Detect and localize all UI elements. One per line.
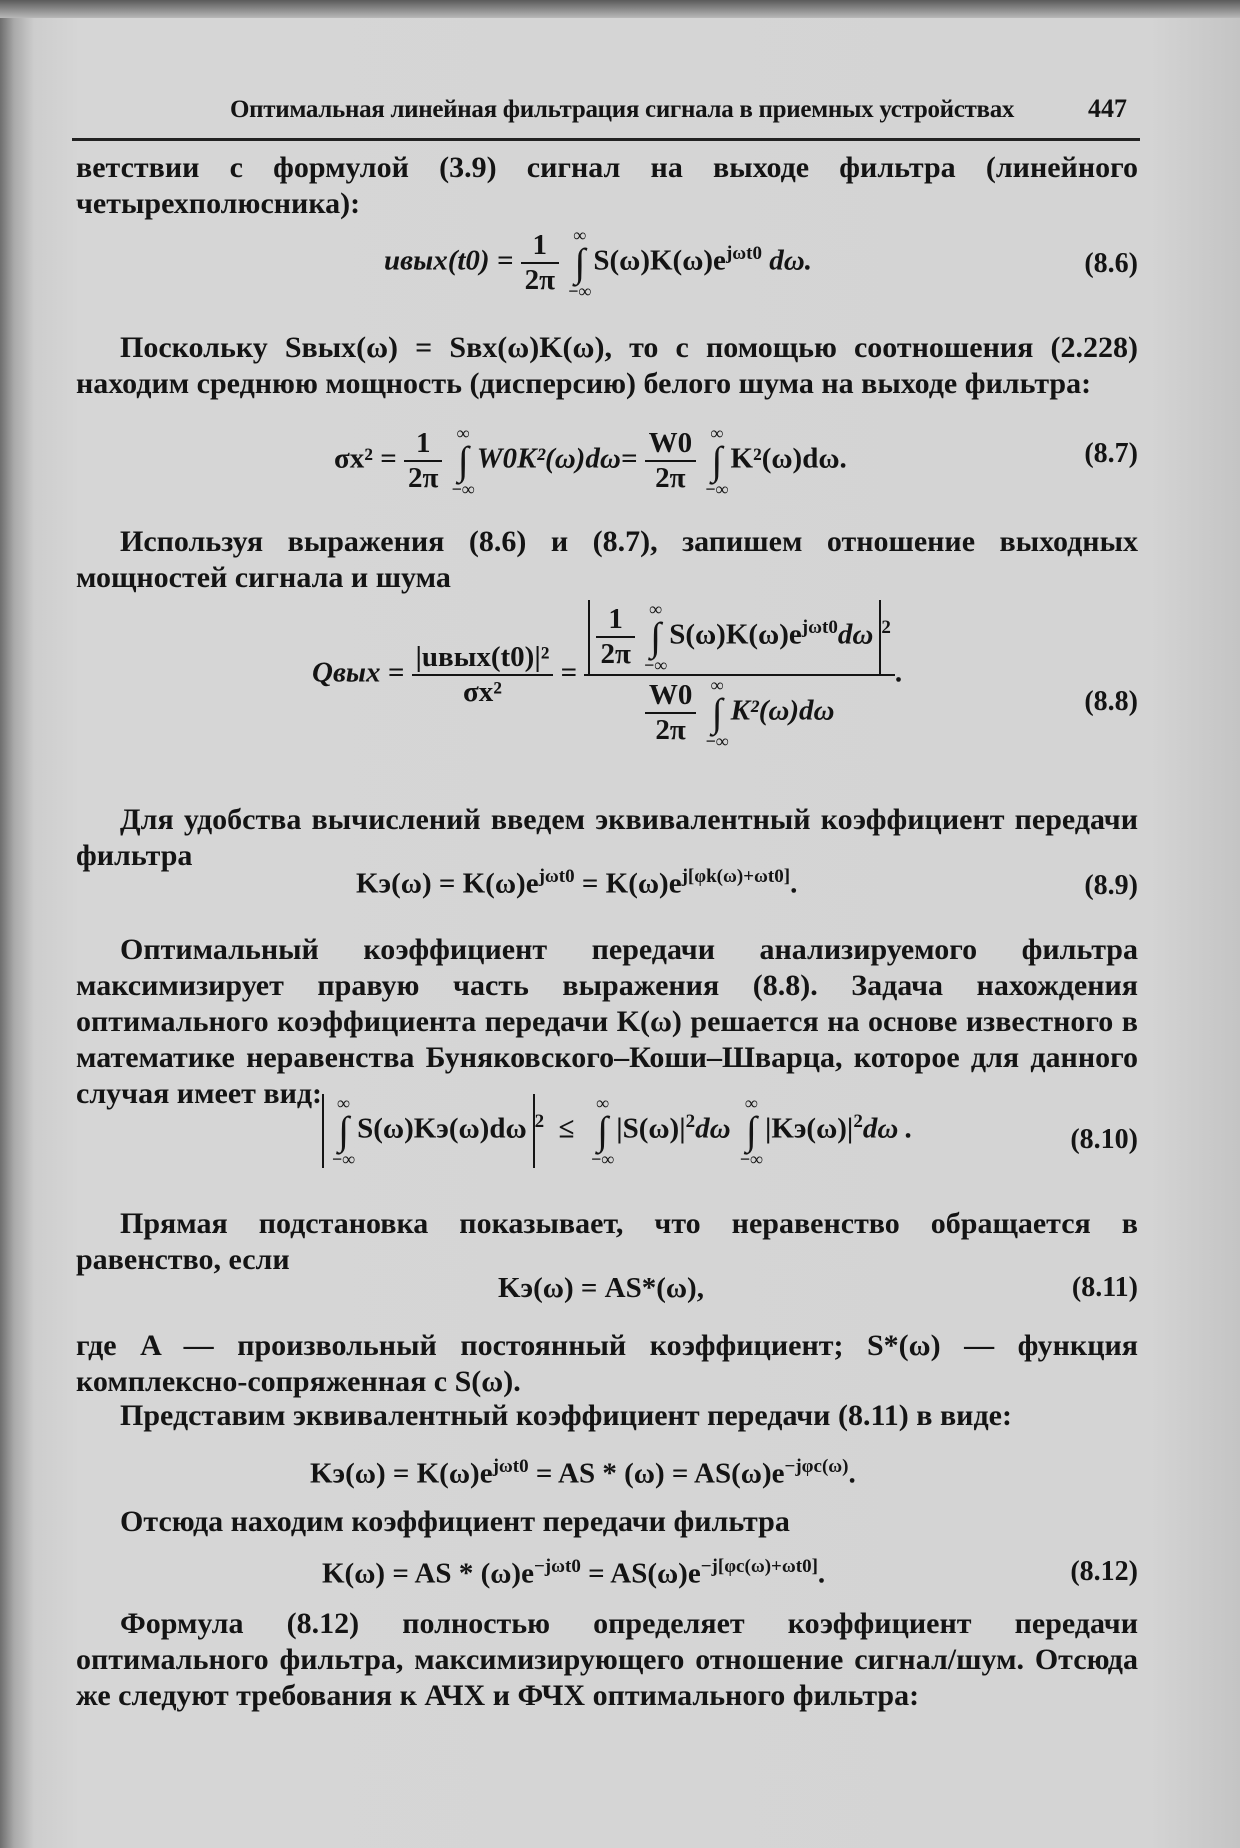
eq88-dot: . <box>894 656 903 689</box>
eq86-den: 2π <box>524 264 555 296</box>
eq88-exp: jωt0 <box>801 617 838 638</box>
paragraph-7: где A — произвольный постоянный коэффициент; S*(ω) — функция комплексно-сопряженная с S(ω). <box>76 1329 1138 1398</box>
eq87-lower: −∞ <box>451 479 475 499</box>
eq810-abs <box>322 1094 535 1168</box>
eq86-exp: jωt0 <box>725 243 762 264</box>
paragraph-9: Отсюда находим коэффициент передачи фильтра <box>120 1505 790 1538</box>
eq86-tail: dω. <box>769 244 812 277</box>
header-rule <box>72 138 1140 141</box>
eq88-den1: σx² <box>463 676 502 708</box>
equ-e2: −jφc(ω) <box>784 1456 849 1477</box>
equation-8-12 <box>322 1556 825 1591</box>
eq812-e2: −j[φc(ω)+ωt0] <box>700 1556 818 1577</box>
eq810-upper-2: ∞ <box>596 1093 610 1113</box>
eq89-exp2: j[φk(ω)+ωt0] <box>681 866 791 887</box>
eq87-den2: 2π <box>655 462 686 494</box>
eq88-big-numerator <box>584 600 894 676</box>
scan-edge <box>0 0 1240 18</box>
eq810-integral-icon-2: ∞ ∫ −∞ <box>591 1093 615 1169</box>
equation-8-11: Kэ(ω) = AS*(ω), <box>498 1272 704 1304</box>
eq86-lhs: uвых(t0) = <box>384 244 514 277</box>
equation-8-10 <box>322 1094 913 1168</box>
eq-number-8-9: (8.9) <box>1084 870 1138 901</box>
eq87-upper: ∞ <box>456 423 470 443</box>
equ-a: Kэ(ω) = K(ω)e <box>310 1457 493 1490</box>
equation-8-8 <box>312 600 902 750</box>
eq89-mid: = K(ω)e <box>574 867 682 900</box>
eq812-e1: −jωt0 <box>533 1556 581 1577</box>
eq87-integral-icon-2: ∞ ∫ −∞ <box>705 423 729 499</box>
eq88-pow: 2 <box>881 617 891 638</box>
eq-number-8-12: (8.12) <box>1070 1556 1138 1587</box>
equ-e1: jωt0 <box>492 1456 529 1477</box>
eq86-integral-icon: ∞ ∫ −∞ <box>568 225 592 301</box>
eq88-inner-frac <box>596 603 634 671</box>
eq87-integral-icon: ∞ ∫ −∞ <box>451 423 475 499</box>
eq87-fraction <box>404 427 442 495</box>
eq87-lower-2: −∞ <box>705 479 729 499</box>
eq88-lower-2: −∞ <box>705 731 729 751</box>
eq810-integral-icon-3: ∞ ∫ −∞ <box>739 1093 763 1169</box>
eq810-upper-3: ∞ <box>744 1093 758 1113</box>
eq88-upper: ∞ <box>649 599 663 619</box>
eq88-integral-icon: ∞ ∫ −∞ <box>644 599 668 675</box>
eq87-num: 1 <box>404 427 442 462</box>
eq87-body2: K²(ω)dω. <box>730 442 847 475</box>
eq810-lower-2: −∞ <box>591 1149 615 1169</box>
eq88-lower-body: K²(ω)dω <box>730 694 835 727</box>
eq810-le: ≤ <box>558 1112 575 1145</box>
eq88-integral-icon-2: ∞ ∫ −∞ <box>705 675 729 751</box>
eq-number-8-7: (8.7) <box>1084 438 1138 469</box>
eq89-a: Kэ(ω) = K(ω)e <box>356 867 539 900</box>
paragraph-6: Прямая подстановка показывает, что неравенство обращается в равенство, если <box>76 1207 1138 1276</box>
eq88-two-pi: 2π <box>600 638 631 670</box>
equation-8-7 <box>334 424 847 498</box>
eq88-w0-frac <box>645 679 697 747</box>
eq810-d1: dω <box>695 1112 731 1145</box>
equ-c: . <box>848 1457 856 1490</box>
eq88-inner: S(ω)K(ω)e <box>669 618 802 651</box>
equ-b: = AS * (ω) = AS(ω)e <box>528 1457 785 1490</box>
eq86-body: S(ω)K(ω)e <box>593 244 726 277</box>
eq810-left: S(ω)Kэ(ω)dω <box>357 1112 527 1145</box>
eq810-pow-3: 2 <box>853 1111 863 1132</box>
eq810-upper: ∞ <box>337 1093 350 1113</box>
eq810-pow-2: 2 <box>685 1111 696 1132</box>
eq86-lower: −∞ <box>568 281 592 301</box>
equation-8-9 <box>356 866 797 901</box>
eq88-fraction-2 <box>584 600 894 750</box>
paragraph-1: ветствии с формулой (3.9) сигнал на выходе фильтра (линейного четырехполюсника): <box>76 151 1138 220</box>
eq88-one: 1 <box>596 603 634 638</box>
eq87-num2: W0 <box>645 427 697 462</box>
eq89-end: . <box>790 867 798 900</box>
eq89-exp1: jωt0 <box>538 866 575 887</box>
eq87-lhs: σx² = <box>334 442 397 475</box>
paragraph-8: Представим эквивалентный коэффициент передачи (8.11) в виде: <box>120 1399 1012 1432</box>
eq812-c: . <box>817 1557 826 1590</box>
eq87-den: 2π <box>408 462 439 494</box>
eq-number-8-8: (8.8) <box>1084 686 1138 717</box>
eq88-eq: = <box>560 656 578 689</box>
eq810-d2: dω . <box>862 1112 913 1145</box>
paragraph-4: Для удобства вычислений введем эквивалентный коэффициент передачи фильтра <box>76 803 1138 872</box>
eq88-two-pi-2: 2π <box>655 714 686 746</box>
eq88-w0: W0 <box>645 679 697 714</box>
eq88-num1: |uвых(t0)|² <box>412 641 554 676</box>
eq-number-8-6: (8.6) <box>1084 248 1138 279</box>
eq86-upper: ∞ <box>573 225 587 245</box>
eq810-right: |Kэ(ω)| <box>764 1112 854 1145</box>
eq87-fraction-2 <box>645 427 697 495</box>
eq812-b: = AS(ω)e <box>580 1557 701 1590</box>
eq86-fraction <box>521 229 559 297</box>
equation-8-6 <box>384 226 812 300</box>
eq87-body1: W0K²(ω)dω= <box>476 442 638 475</box>
eq88-lhs: Qвых = <box>312 656 405 689</box>
equation-unnumbered <box>310 1456 856 1491</box>
page-number: 447 <box>1088 94 1127 123</box>
eq88-lower: −∞ <box>644 655 668 675</box>
eq88-tail: dω <box>837 618 874 651</box>
eq88-big-denominator <box>584 676 894 750</box>
eq810-lower-3: −∞ <box>739 1149 763 1169</box>
eq810-integral-icon: ∞ ∫ −∞ <box>332 1093 356 1169</box>
paragraph-3: Используя выражения (8.6) и (8.7), запишем отношение выходных мощностей сигнала и шума <box>76 525 1138 594</box>
eq812-a: K(ω) = AS * (ω)e <box>322 1557 534 1590</box>
eq-number-8-11: (8.11) <box>1071 1272 1138 1303</box>
eq810-pow: 2 <box>534 1111 545 1132</box>
eq810-mid: |S(ω)| <box>616 1112 686 1145</box>
eq88-fraction-1 <box>412 641 554 709</box>
eq88-upper-2: ∞ <box>710 675 724 695</box>
eq810-lower: −∞ <box>332 1149 356 1169</box>
paragraph-5: Оптимальный коэффициент передачи анализируемого фильтра максимизирует правую часть выражения (8.8). Задача нахождения оптимального коэффициента передачи K(ω) решается на основе известного в математике неравенства Буняковского–Коши–Шварца, которое для данного случая имеет вид: <box>76 933 1138 1110</box>
eq-number-8-10: (8.10) <box>1070 1124 1138 1155</box>
eq87-upper-2: ∞ <box>710 423 724 443</box>
running-title: Оптимальная линейная фильтрация сигнала в приемных устройствах <box>230 96 1015 123</box>
paragraph-2: Поскольку Sвых(ω) = Sвх(ω)K(ω), то с помощью соотношения (2.228) находим среднюю мощность (дисперсию) белого шума на выходе фильтра: <box>76 331 1138 400</box>
eq86-num: 1 <box>521 229 559 264</box>
eq88-abs <box>588 600 881 674</box>
paragraph-10: Формула (8.12) полностью определяет коэффициент передачи оптимального фильтра, максимизирующего отношение сигнал/шум. Отсюда же следуют требования к АЧХ и ФЧХ оптимального фильтра: <box>76 1607 1138 1712</box>
